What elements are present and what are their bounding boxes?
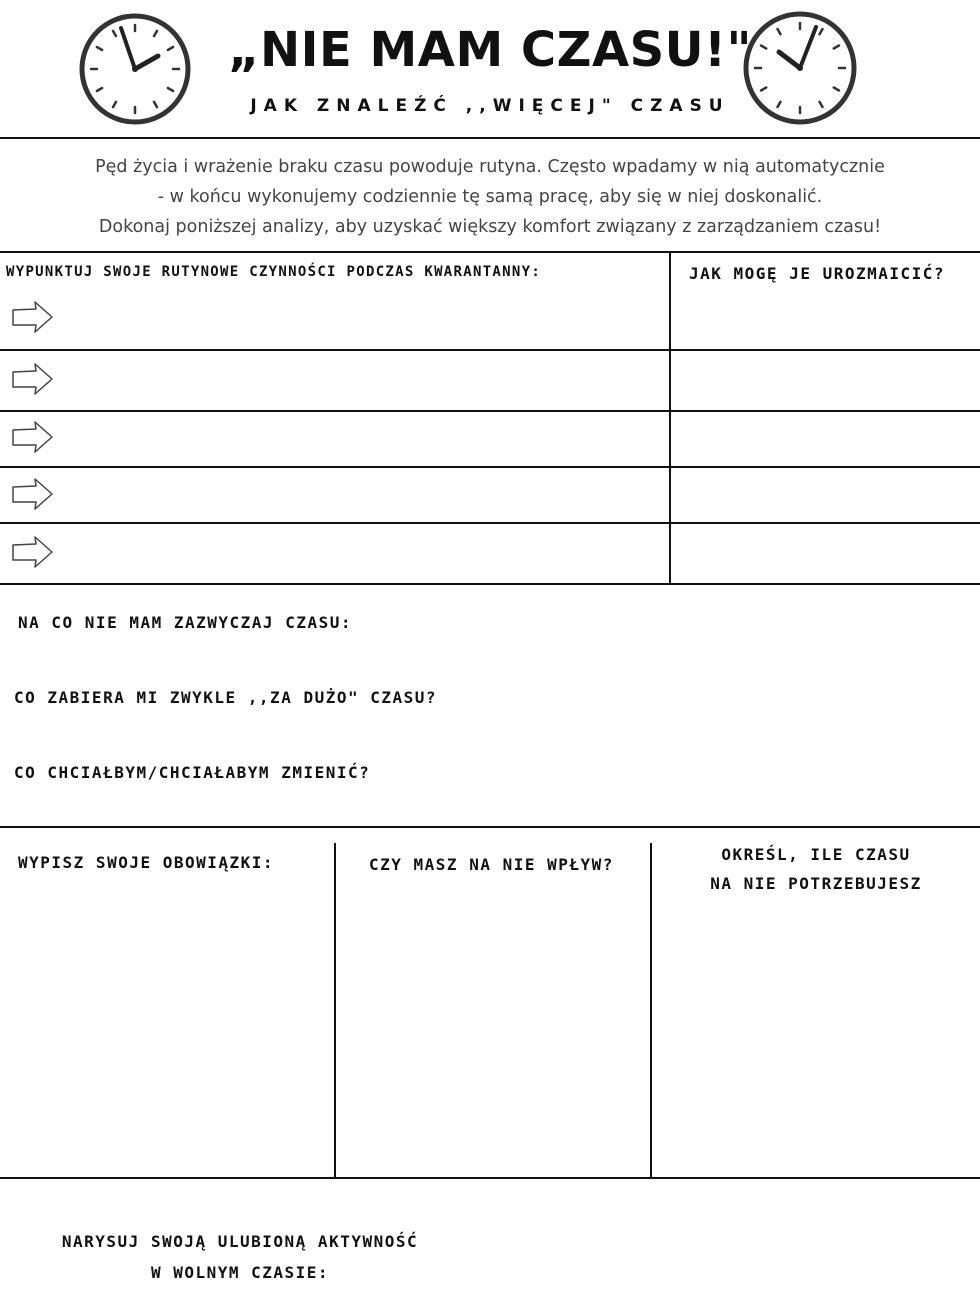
routine-row-divider (0, 522, 980, 524)
time-needed-line-2: NA NIE POTRZEBUJESZ (710, 874, 922, 893)
routine-row-divider (0, 349, 980, 351)
influence-col-header: CZY MASZ NA NIE WPŁYW? (369, 855, 614, 874)
draw-prompt-line-1: NARYSUJ SWOJĄ ULUBIONĄ AKTYWNOŚĆ (61, 1232, 419, 1251)
question-change: CO CHCIAŁBYM/CHCIAŁABYM ZMIENIĆ? (14, 763, 371, 782)
routine-table-top (0, 251, 980, 253)
routine-table-divider (669, 251, 671, 585)
duties-col-header: WYPISZ SWOJE OBOWIĄZKI: (18, 853, 275, 872)
routine-table-bottom (0, 583, 980, 585)
time-needed-line-1: OKREŚL, ILE CZASU (721, 845, 911, 864)
draw-prompt-line-2: W WOLNYM CZASIE: (150, 1263, 330, 1282)
arrow-right-icon (10, 477, 56, 511)
arrow-right-icon (10, 300, 56, 334)
routine-left-header: WYPUNKTUJ SWOJE RUTYNOWE CZYNNOŚCI PODCZAS KWARANTANNY: (6, 264, 542, 280)
routine-row-divider (0, 466, 980, 468)
intro-line-1: Pęd życia i wrażenie braku czasu powoduje rutyna. Często wpadamy w nią automatycznie (95, 157, 885, 177)
question-too-much-time: CO ZABIERA MI ZWYKLE ,,ZA DUŻO" CZASU? (14, 688, 438, 707)
header-divider (0, 137, 980, 139)
intro-line-2: - w końcu wykonujemy codziennie tę samą pracę, aby się w niej doskonalić. (157, 187, 823, 207)
question-no-time: NA CO NIE MAM ZAZWYCZAJ CZASU: (18, 613, 352, 632)
intro-text (0, 152, 980, 242)
page-title: „NIE MAM CZASU!" (227, 22, 753, 78)
page-subtitle: JAK ZNALEŹĆ ,,WIĘCEJ" CZASU (250, 96, 730, 116)
arrow-right-icon (10, 535, 56, 569)
duties-table-bottom (0, 1177, 980, 1179)
arrow-right-icon (10, 420, 56, 454)
duties-col-divider (334, 843, 336, 1177)
routine-row-divider (0, 410, 980, 412)
intro-line-3: Dokonaj poniższej analizy, aby uzyskać większy komfort związany z zarządzaniem czasu! (98, 217, 882, 237)
duties-table-top (0, 826, 980, 828)
arrow-right-icon (10, 362, 56, 396)
routine-right-header: JAK MOGĘ JE UROZMAICIĆ? (689, 264, 946, 283)
time-needed-col-header (652, 840, 980, 898)
draw-prompt (30, 1226, 450, 1288)
